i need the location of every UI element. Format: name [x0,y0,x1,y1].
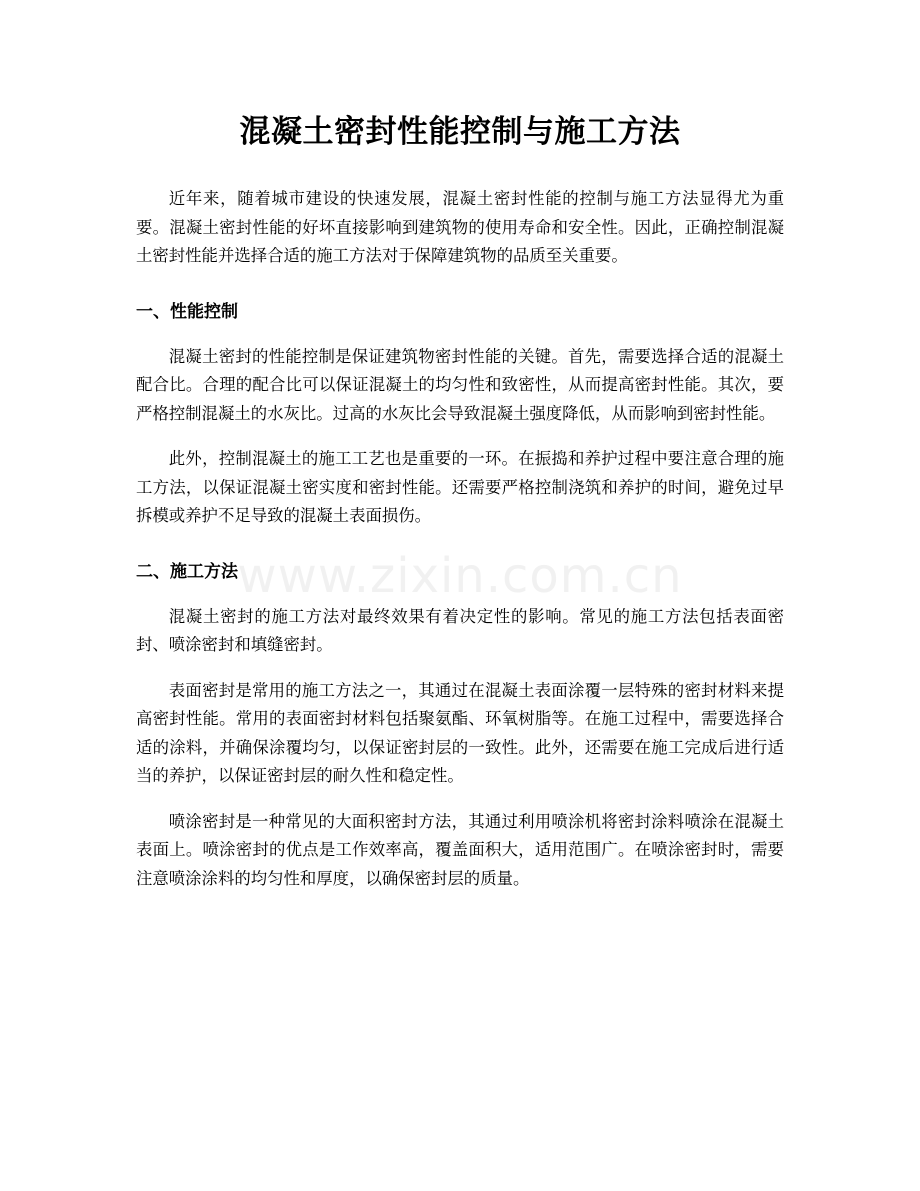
section-heading-construction: 二、施工方法 [136,561,238,582]
document-title: 混凝土密封性能控制与施工方法 [239,114,681,150]
watermark: www.zixin.com.cn [237,548,683,604]
paragraph: 此外，控制混凝土的施工工艺也是重要的一环。在振捣和养护过程中要注意合理的施工方法，以保证混凝土密实度和密封性能。还需要严格控制浇筑和养护的时间，避免过早拆模或养护不足导致的混凝土表面损伤。 [136,449,784,525]
document-body [136,185,784,893]
paragraph: 喷涂密封是一种常见的大面积密封方法，其通过利用喷涂机将密封涂料喷涂在混凝土表面上。喷涂密封的优点是工作效率高，覆盖面积大，适用范围广。在喷涂密封时，需要注意喷涂涂料的均匀性和厚度，以确保密封层的质量。 [136,811,784,888]
section-heading-performance: 一、性能控制 [136,301,238,322]
intro-paragraph: 近年来，随着城市建设的快速发展，混凝土密封性能的控制与施工方法显得尤为重要。混凝土密封性能的好坏直接影响到建筑物的使用寿命和安全性。因此，正确控制混凝土密封性能并选择合适的施工方法对于保障建筑物的品质至关重要。 [136,189,784,265]
paragraph: 混凝土密封的施工方法对最终效果有着决定性的影响。常见的施工方法包括表面密封、喷涂密封和填缝密封。 [136,606,784,654]
paragraph: 表面密封是常用的施工方法之一，其通过在混凝土表面涂覆一层特殊的密封材料来提高密封性能。常用的表面密封材料包括聚氨酯、环氧树脂等。在施工过程中，需要选择合适的涂料，并确保涂覆均匀，以保证密封层的一致性。此外，还需要在施工完成后进行适当的养护，以保证密封层的耐久性和稳定性。 [136,680,784,785]
paragraph: 混凝土密封的性能控制是保证建筑物密封性能的关键。首先，需要选择合适的混凝土配合比。合理的配合比可以保证混凝土的均匀性和致密性，从而提高密封性能。其次，要严格控制混凝土的水灰比。过高的水灰比会导致混凝土强度降低，从而影响到密封性能。 [136,346,784,423]
